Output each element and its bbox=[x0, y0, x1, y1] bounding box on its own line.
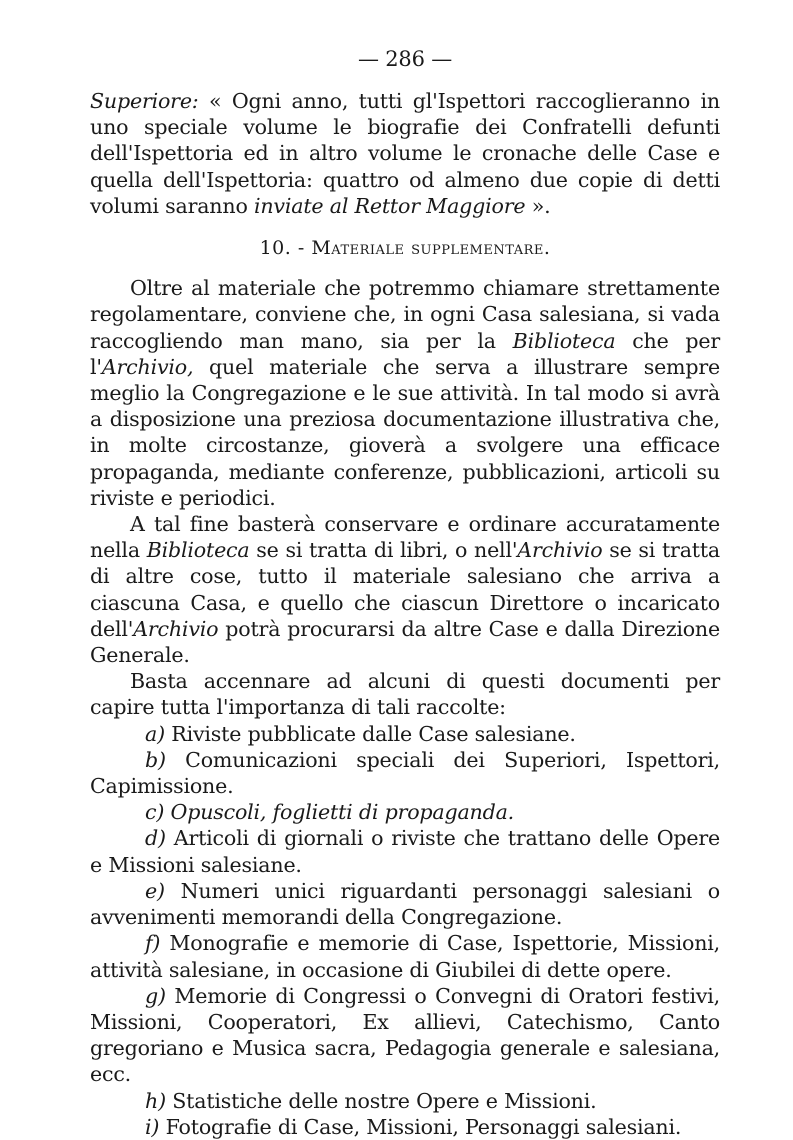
list-item-text: Comunicazioni speciali dei Superiori, Ispettori, Capimissione. bbox=[90, 747, 720, 799]
list-item bbox=[90, 799, 720, 825]
list-item bbox=[90, 747, 720, 799]
list-item bbox=[90, 878, 720, 930]
list-item-letter: d) bbox=[145, 826, 166, 851]
list-item-letter: c) bbox=[145, 800, 165, 825]
list-item-letter: i) bbox=[145, 1114, 160, 1139]
intro-quote-close: ». bbox=[525, 193, 551, 218]
intro-quote-italic: inviate al Rettor Maggiore bbox=[253, 193, 526, 218]
section-number: 10. - bbox=[259, 237, 305, 260]
para2-italic-3: Archivio bbox=[133, 616, 219, 641]
para2-text-3: se si tratta di altre cose, tutto il materiale salesiano che arriva a ciascuna Casa, e quello che ciascun Direttore o incaricato dell' bbox=[90, 538, 721, 641]
list-item-text: Opuscoli, foglietti di propaganda. bbox=[170, 800, 515, 825]
list-item bbox=[90, 721, 720, 747]
paragraph-2 bbox=[90, 511, 720, 668]
list-item-text: Memorie di Congressi o Convegni di Oratori festivi, Missioni, Cooperatori, Ex allievi, Catechismo, Canto gregoriano e Musica sacra, Pedagogia generale e salesiana, ecc. bbox=[90, 983, 720, 1087]
para1-text-1: Oltre al materiale che potremmo chiamare strettamente regolamentare, conviene che, in ogni Casa salesiana, si vada raccogliendo man mano, sia per la bbox=[90, 276, 720, 353]
list-item-letter: f) bbox=[145, 931, 161, 956]
list-item bbox=[90, 825, 720, 877]
list-item bbox=[90, 930, 720, 982]
list-item-letter: b) bbox=[145, 747, 166, 772]
intro-quote: « Ogni anno, tutti gl'Ispettori raccoglieranno in uno speciale volume le biografie dei Confratelli defunti dell'Ispettoria ed in altro volume le cronache delle Case e quella dell'Ispettoria: quattro od almeno due copie di detti volumi saranno bbox=[90, 89, 720, 218]
list-item-letter: e) bbox=[145, 878, 165, 903]
list-item-letter: g) bbox=[145, 983, 166, 1008]
paragraph-1 bbox=[90, 275, 720, 511]
list-item-text: Monografie e memorie di Case, Ispettorie, Missioni, attività salesiane, in occasione di Giubilei di dette opere. bbox=[90, 931, 720, 982]
para1-italic-2: Archivio, bbox=[101, 354, 194, 379]
list-item-letter: a) bbox=[145, 721, 165, 746]
list-item bbox=[90, 1114, 720, 1140]
section-title: Materiale supplementare. bbox=[311, 237, 551, 260]
para2-text-4: potrà procurarsi da altre Case e dalla Direzione Generale. bbox=[90, 616, 720, 668]
list-item bbox=[90, 983, 720, 1088]
para1-text-3: quel materiale che serva a illustrare sempre meglio la Congregazione e le sue attività. In tal modo si avrà a disposizione una preziosa documentazione illustrativa che, in molte circostanze, gioverà a svolgere una efficace propaganda, mediante conferenze, pubblicazioni, articoli su riviste e periodici. bbox=[90, 354, 720, 510]
para2-text-1: A tal fine basterà conservare e ordinare accuratamente nella bbox=[90, 512, 720, 563]
para1-text-2: che per l' bbox=[90, 328, 720, 379]
page-number: — 286 — bbox=[357, 47, 453, 71]
speaker-label: Superiore: bbox=[90, 89, 199, 113]
intro-paragraph bbox=[90, 88, 720, 219]
list-item-text: Riviste pubblicate dalle Case salesiane. bbox=[171, 721, 576, 746]
list-item-text: Fotografie di Case, Missioni, Personaggi salesiani. bbox=[165, 1114, 682, 1139]
list-item-text: Numeri unici riguardanti personaggi salesiani o avvenimenti memorandi della Congregazione. bbox=[90, 878, 720, 930]
document-list bbox=[90, 721, 720, 1140]
list-item bbox=[90, 1088, 720, 1114]
para1-italic-1: Biblioteca bbox=[512, 328, 616, 353]
section-heading bbox=[90, 235, 720, 261]
paragraph-3: Basta accennare ad alcuni di questi documenti per capire tutta l'importanza di tali raccolte: bbox=[90, 669, 720, 720]
list-item-letter: h) bbox=[145, 1088, 166, 1113]
list-item-text: Articoli di giornali o riviste che trattano delle Opere e Missioni salesiane. bbox=[90, 826, 720, 877]
para2-text-2: se si tratta di libri, o nell' bbox=[249, 538, 518, 563]
para2-italic-1: Biblioteca bbox=[146, 538, 250, 563]
document-page bbox=[90, 46, 720, 1140]
para2-italic-2: Archivio bbox=[517, 538, 603, 563]
list-item-text: Statistiche delle nostre Opere e Missioni. bbox=[172, 1088, 597, 1113]
